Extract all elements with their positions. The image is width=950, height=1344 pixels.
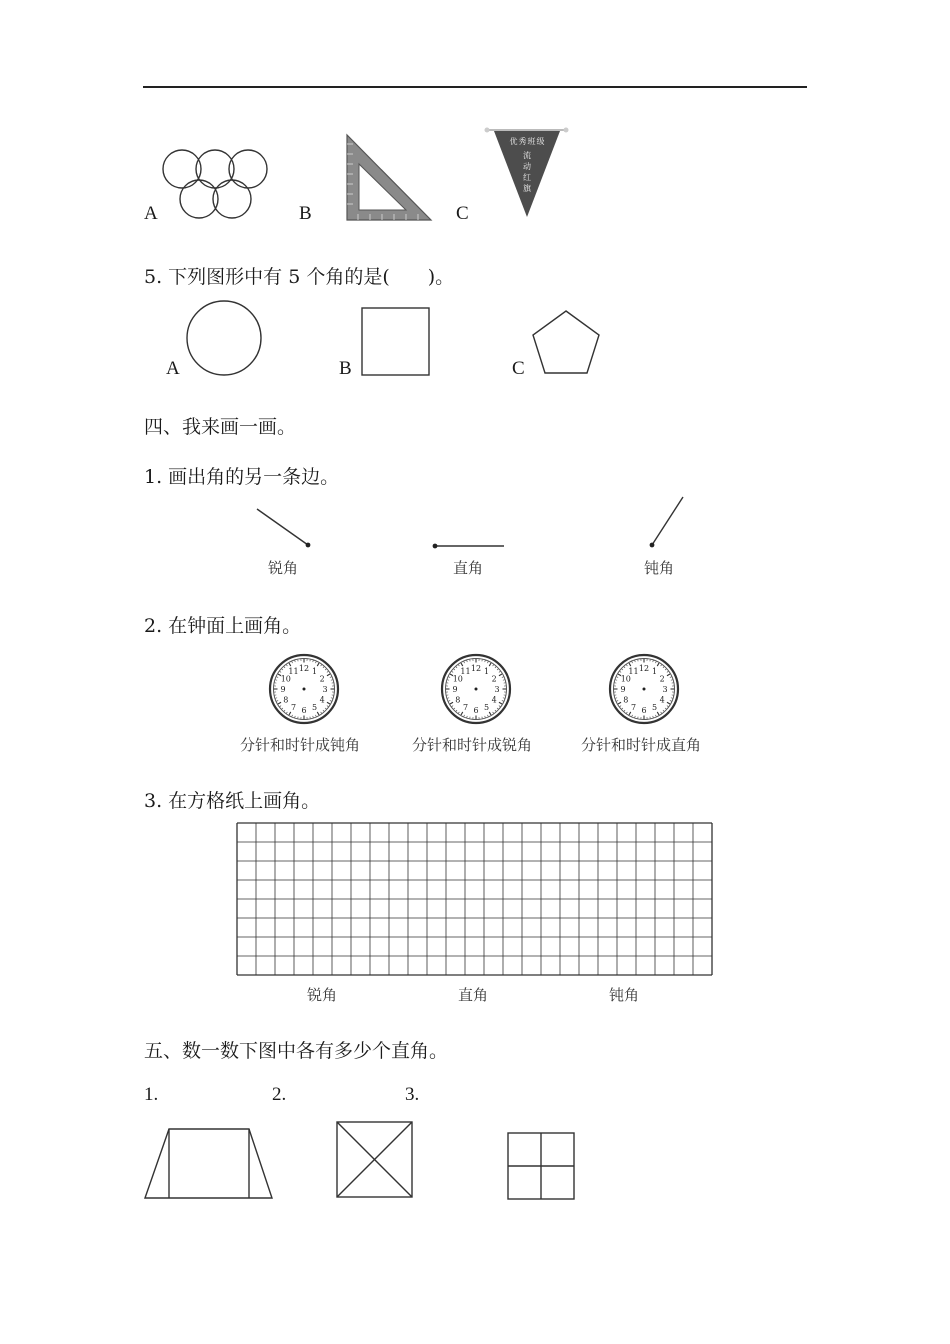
- trapezoid-figure: [143, 1126, 275, 1202]
- clock-number: 7: [290, 703, 297, 713]
- clock-number: 7: [630, 703, 637, 713]
- obtuse-angle-ray: [645, 493, 690, 551]
- clock-number: 12: [638, 664, 650, 673]
- q5-pentagon-figure: [532, 309, 602, 377]
- grid-paper: [236, 822, 714, 976]
- grid-label-right: 直角: [458, 986, 489, 1004]
- right-angle-ray: [430, 540, 510, 552]
- label-obtuse-angle: 钝角: [644, 559, 675, 577]
- clock-number: 2: [319, 674, 325, 684]
- label-acute-angle: 锐角: [268, 559, 299, 577]
- set-square-figure: [346, 134, 432, 222]
- clock-caption-2: 分针和时针成锐角: [412, 736, 533, 754]
- sec4-q1-prompt: 1. 画出角的另一条边。: [144, 466, 340, 488]
- clock-face-3: [609, 654, 679, 724]
- grid-label-acute: 锐角: [307, 986, 338, 1004]
- q5-option-c-label: C: [512, 358, 525, 379]
- clock-number: 8: [283, 695, 289, 705]
- clock-number: 6: [301, 706, 307, 715]
- clock-number: 5: [651, 703, 658, 713]
- q4-option-a-label: A: [144, 203, 158, 224]
- label-right-angle: 直角: [453, 559, 484, 577]
- clock-number: 5: [483, 703, 490, 713]
- clock-number: 11: [288, 666, 299, 676]
- clock-face-2: [441, 654, 511, 724]
- square-with-diagonals-figure: [335, 1120, 415, 1200]
- clock-number: 12: [298, 664, 310, 673]
- clock-number: 7: [462, 703, 469, 713]
- q4-option-b-label: B: [299, 203, 312, 224]
- sec5-number-3: 3.: [405, 1084, 420, 1105]
- clock-number: 1: [651, 666, 658, 676]
- flag-text-line-2: 流: [523, 151, 531, 160]
- clock-number: 2: [491, 674, 497, 684]
- q5-option-a-label: A: [166, 358, 180, 379]
- clock-number: 1: [311, 666, 318, 676]
- clock-number: 4: [659, 695, 665, 705]
- clock-number: 12: [470, 664, 482, 673]
- clock-number: 11: [460, 666, 471, 676]
- clock-face-1: [269, 654, 339, 724]
- four-square-grid-figure: [506, 1131, 576, 1201]
- olympic-rings-figure: [160, 145, 276, 223]
- q5-prompt: 5. 下列图形中有 5 个角的是( )。: [144, 266, 455, 288]
- clock-caption-3: 分针和时针成直角: [581, 736, 702, 754]
- clock-number: 10: [280, 674, 291, 684]
- clock-number: 3: [662, 685, 668, 694]
- q5-circle-figure: [186, 300, 264, 378]
- q5-option-b-label: B: [339, 358, 352, 379]
- clock-number: 9: [280, 685, 286, 694]
- clock-number: 11: [628, 666, 639, 676]
- flag-text-line-1: 优秀班级: [509, 137, 546, 146]
- flag-text-line-5: 旗: [523, 184, 531, 193]
- clock-number: 10: [452, 674, 463, 684]
- sec4-q2-prompt: 2. 在钟面上画角。: [144, 615, 302, 637]
- section-5-title: 五、数一数下图中各有多少个直角。: [144, 1040, 449, 1062]
- clock-number: 4: [491, 695, 497, 705]
- clock-number: 9: [620, 685, 626, 694]
- clock-number: 6: [473, 706, 479, 715]
- grid-label-obtuse: 钝角: [609, 986, 640, 1004]
- header-rule: [143, 86, 807, 88]
- flag-text-line-4: 红: [523, 173, 531, 182]
- clock-number: 3: [322, 685, 328, 694]
- clock-number: 1: [483, 666, 490, 676]
- sec5-number-1: 1.: [144, 1084, 159, 1105]
- q5-square-figure: [361, 307, 431, 377]
- clock-number: 8: [455, 695, 461, 705]
- clock-number: 9: [452, 685, 458, 694]
- clock-number: 3: [494, 685, 500, 694]
- clock-number: 6: [641, 706, 647, 715]
- flag-text-line-3: 动: [523, 162, 531, 171]
- clock-caption-1: 分针和时针成钝角: [240, 736, 361, 754]
- clock-number: 4: [319, 695, 325, 705]
- clock-number: 8: [623, 695, 629, 705]
- sec5-number-2: 2.: [272, 1084, 287, 1105]
- clock-number: 10: [620, 674, 631, 684]
- q4-option-c-label: C: [456, 203, 469, 224]
- sec4-q3-prompt: 3. 在方格纸上画角。: [144, 790, 321, 812]
- section-4-title: 四、我来画一画。: [144, 416, 297, 438]
- acute-angle-ray: [250, 505, 314, 551]
- clock-number: 5: [311, 703, 318, 713]
- clock-number: 2: [659, 674, 665, 684]
